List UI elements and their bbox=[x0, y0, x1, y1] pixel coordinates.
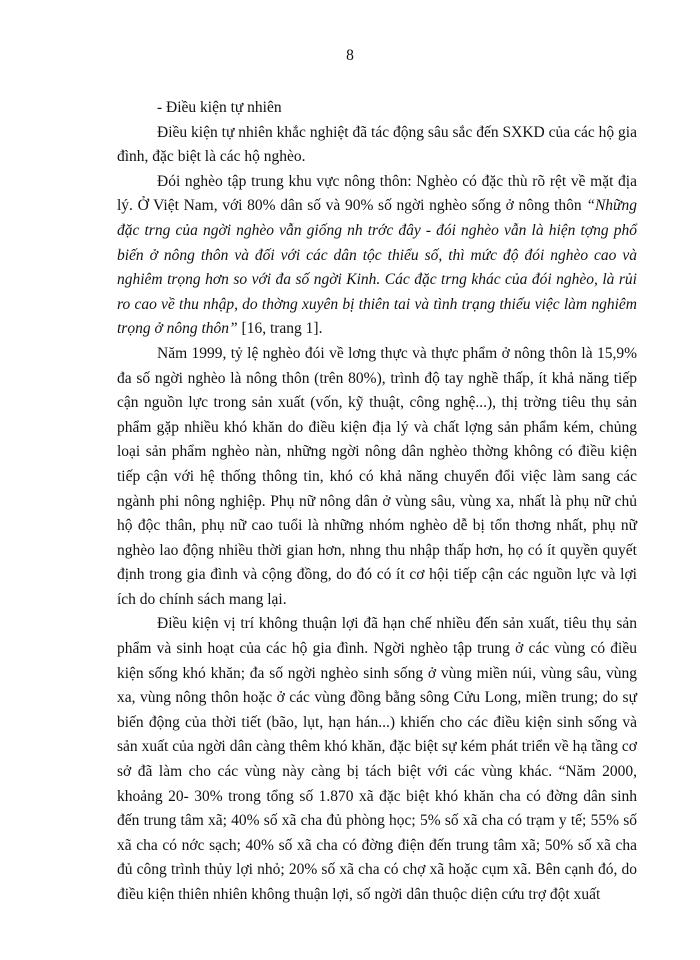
section-heading: - Điều kiện tự nhiên bbox=[157, 99, 282, 116]
paragraph-1999-statistics: Năm 1999, tỷ lệ nghèo đói về lơng thực và thực phẩm ở nông thôn là 15,9% đa số ngời nghèo là nông thôn (trên 80%), trình độ tay nghề thấp, ít khả năng tiếp cận nguồn lực trong sản xuất (vốn, kỹ thuật, công nghệ...), thị trờng tiêu thụ sản phẩm gặp nhiều khó khăn do điều kiện địa lý và chất lợng sản phẩm kém, chủng loại sản phẩm nghèo nàn, những ngời nông dân nghèo thờng không có điều kiện tiếp cận với hệ thống thông tin, khó có khả năng chuyển đổi việc làm sang các ngành phi nông nghiệp. Phụ nữ nông dân ở vùng sâu, vùng xa, nhất là phụ nữ chủ hộ độc thân, phụ nữ cao tuổi là những nhóm nghèo dễ bị tổn thơng nhất, phụ nữ nghèo lao động nhiều thời gian hơn, nhng thu nhập thấp hơn, họ có ít quyền quyết định trong gia đình và cộng đồng, do đó có ít cơ hội tiếp cận các nguồn lực và lợi ích do chính sách mang lại. bbox=[117, 344, 637, 608]
paragraph-rural-poverty bbox=[117, 170, 637, 342]
paragraph-rural-poverty-text: Đói nghèo tập trung khu vực nông thôn: Nghèo có đặc thù rõ rệt về mặt địa lý. Ở Việt Nam, với 80% dân số và 90% số ngời nghèo sống ở nông thôn bbox=[117, 172, 637, 215]
paragraph-natural-conditions: Điều kiện tự nhiên khắc nghiệt đã tác động sâu sắc đến SXKD của các hộ gia đình, đặc biệt là các hộ nghèo. bbox=[117, 123, 637, 166]
page-number: 8 bbox=[346, 47, 354, 64]
quoted-passage: “Những đặc trng của ngời nghèo vẫn giống nh trớc đây - đói nghèo vẫn là hiện tợng phổ biến ở nông thôn và đối với các dân tộc thiểu số, thì mức độ đói nghèo cao và nghiêm trọng hơn so với đa số ngời Kinh. Các đặc trng khác của đói nghèo, là rủi ro cao về thu nhập, do thờng xuyên bị thiên tai và tình trạng thiếu việc làm nghiêm trọng ở nông thôn” bbox=[117, 197, 637, 338]
citation: [16, trang 1]. bbox=[237, 320, 323, 338]
paragraph-location-conditions: Điều kiện vị trí không thuận lợi đã hạn chế nhiều đến sản xuất, tiêu thụ sản phẩm và sinh hoạt của các hộ gia đình. Ngời nghèo tập trung ở các vùng có điều kiện sống khó khăn; đa số ngời nghèo sinh sống ở vùng miền núi, vùng sâu, vùng xa, vùng nông thôn hoặc ở các vùng đồng bằng sông Cửu Long, miền trung; do sự biến động của thời tiết (bão, lụt, hạn hán...) khiến cho các điều kiện sinh sống và sản xuất của ngời dân càng thêm khó khăn, đặc biệt sự kém phát triển về hạ tầng cơ sở đã làm cho các vùng này càng bị tách biệt với các vùng khác. “Năm 2000, khoảng 20- 30% trong tổng số 1.870 xã đặc biệt khó khăn cha có đờng dân sinh đến trung tâm xã; 40% số xã cha đủ phòng học; 5% số xã cha có trạm y tế; 55% số xã cha có nớc sạch; 40% số xã cha có đờng điện đến trung tâm xã; 50% số xã cha đủ công trình thủy lợi nhỏ; 20% số xã cha có chợ xã hoặc cụm xã. Bên cạnh đó, do điều kiện thiên nhiên không thuận lợi, số ngời dân thuộc diện cứu trợ đột xuất bbox=[117, 615, 637, 903]
body-text bbox=[117, 96, 637, 908]
